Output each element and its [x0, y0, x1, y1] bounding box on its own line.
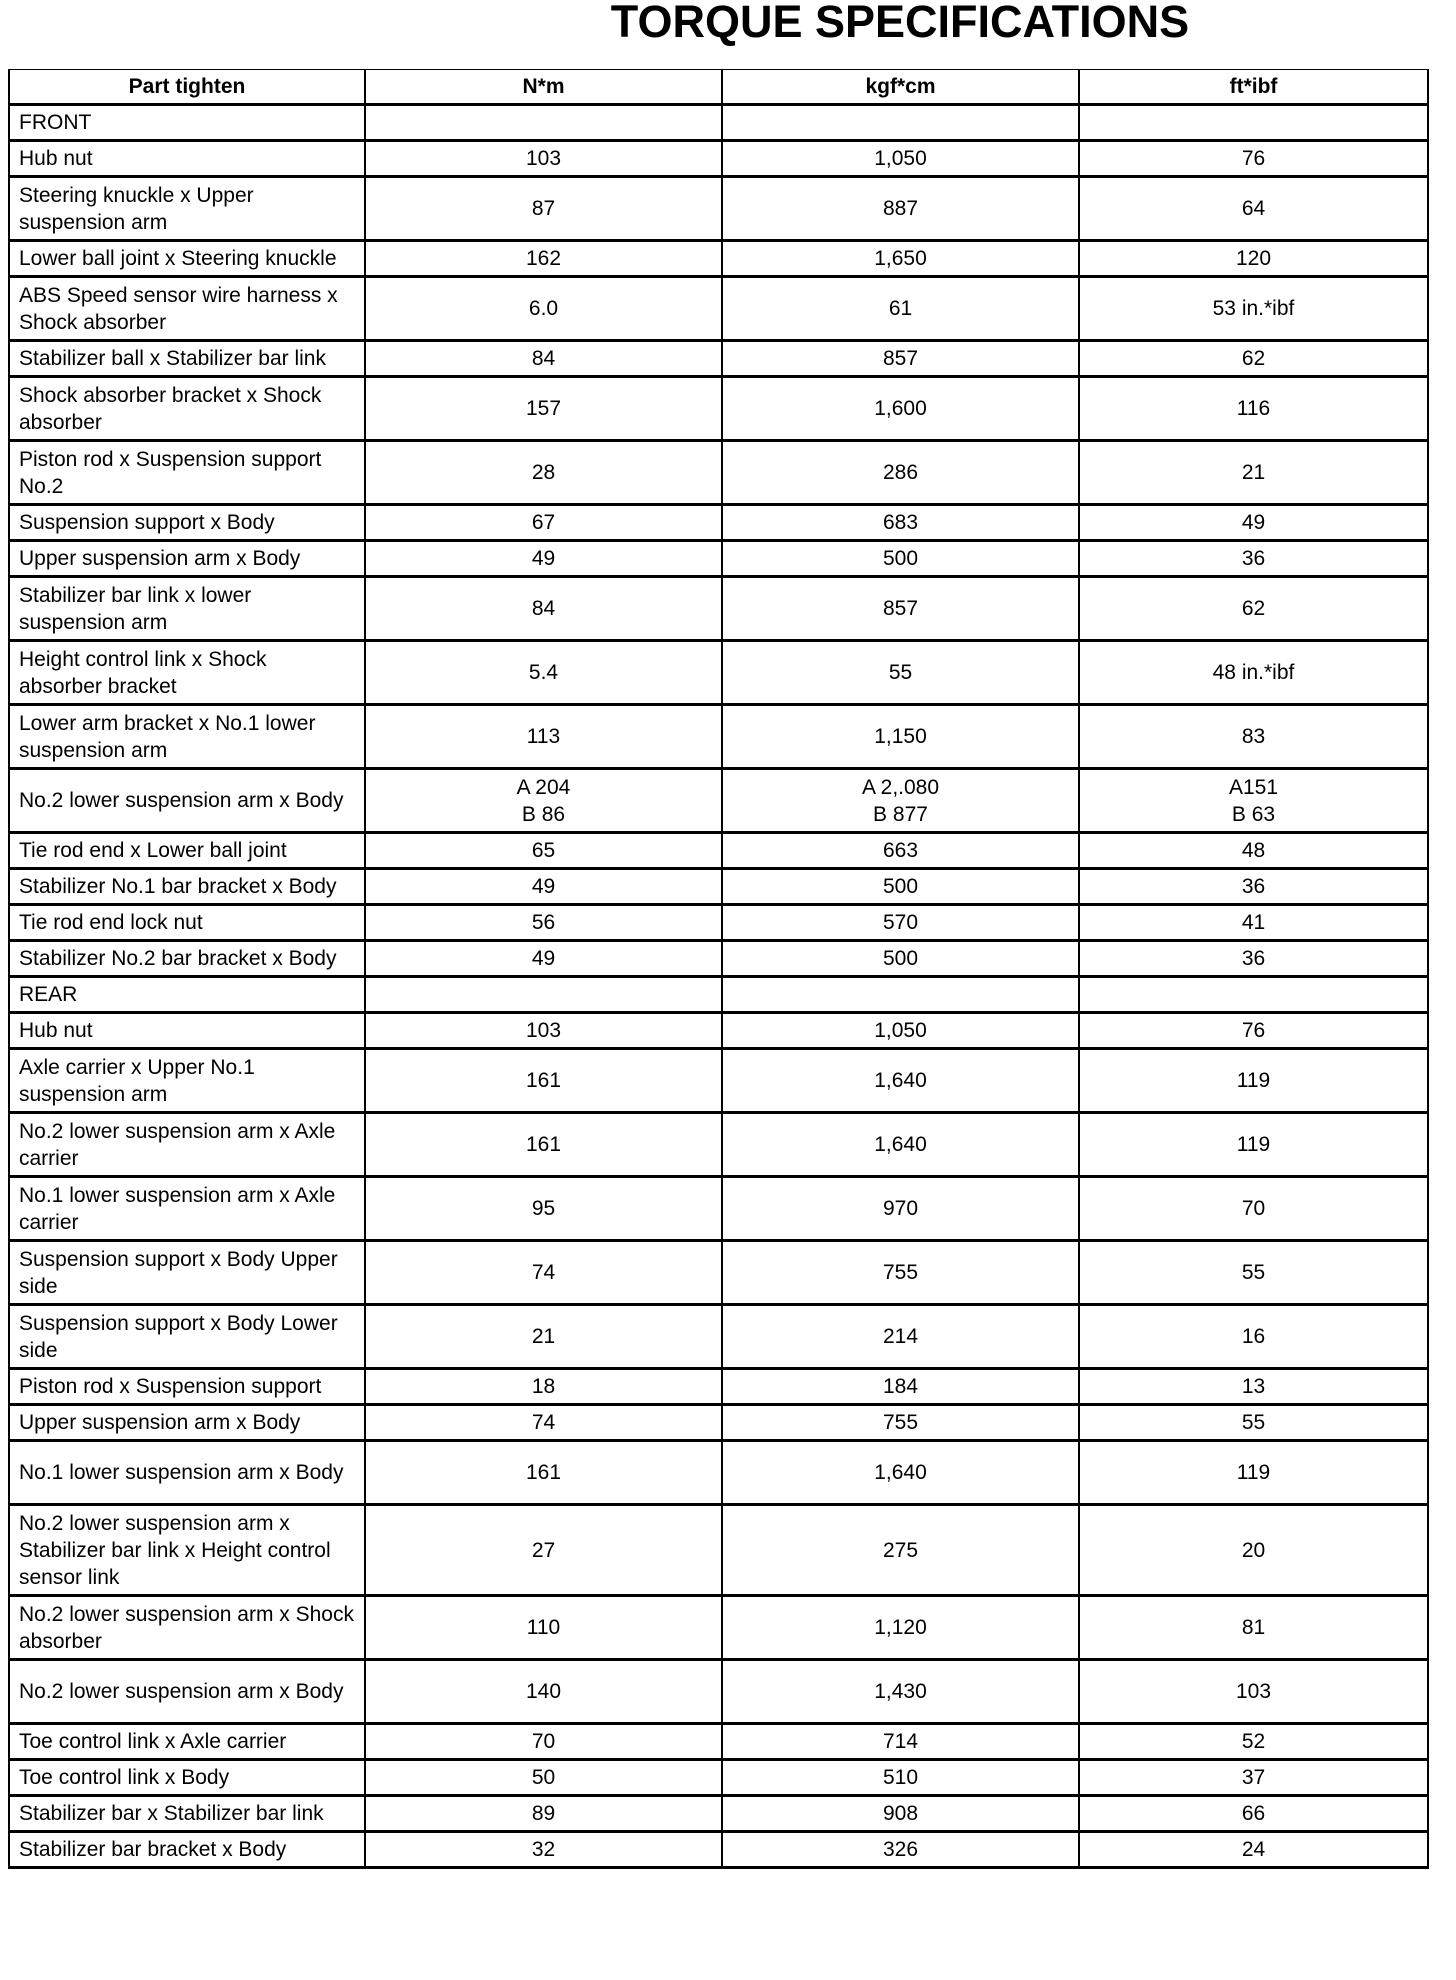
ft-cell: 55	[1079, 1405, 1428, 1441]
ft-cell: 81	[1079, 1596, 1428, 1660]
column-header-kgf: kgf*cm	[722, 70, 1079, 105]
nm-cell: 157	[365, 377, 722, 441]
part-cell: No.2 lower suspension arm x Shock absorber	[9, 1596, 365, 1660]
kgf-cell: 55	[722, 641, 1079, 705]
nm-cell: 84	[365, 341, 722, 377]
table-row	[9, 1405, 1428, 1441]
ft-cell: 55	[1079, 1241, 1428, 1305]
nm-cell: 161	[365, 1113, 722, 1177]
nm-cell: 89	[365, 1796, 722, 1832]
kgf-cell	[722, 977, 1079, 1013]
table-row	[9, 1049, 1428, 1113]
table-row	[9, 1505, 1428, 1596]
column-header-ft: ft*ibf	[1079, 70, 1428, 105]
part-cell: Suspension support x Body	[9, 505, 365, 541]
kgf-cell	[722, 769, 1079, 833]
ft-cell	[1079, 769, 1428, 833]
value-line: A 2,.080	[861, 775, 940, 799]
kgf-cell: 1,640	[722, 1049, 1079, 1113]
part-cell: Stabilizer No.2 bar bracket x Body	[9, 941, 365, 977]
kgf-cell: 1,640	[722, 1113, 1079, 1177]
kgf-cell: 500	[722, 541, 1079, 577]
nm-cell: 103	[365, 1013, 722, 1049]
ft-cell: 37	[1079, 1760, 1428, 1796]
nm-cell: 84	[365, 577, 722, 641]
ft-cell: 53 in.*ibf	[1079, 277, 1428, 341]
kgf-cell: 570	[722, 905, 1079, 941]
kgf-cell: 970	[722, 1177, 1079, 1241]
nm-cell: 161	[365, 1441, 722, 1505]
nm-cell: 32	[365, 1832, 722, 1868]
ft-cell: 48	[1079, 833, 1428, 869]
table-row	[9, 341, 1428, 377]
table-row	[9, 105, 1428, 141]
nm-cell: 49	[365, 941, 722, 977]
kgf-cell: 214	[722, 1305, 1079, 1369]
part-cell: Hub nut	[9, 141, 365, 177]
nm-cell: 5.4	[365, 641, 722, 705]
table-row	[9, 1596, 1428, 1660]
value-line: B 63	[1231, 802, 1276, 826]
part-cell: FRONT	[9, 105, 365, 141]
table-row	[9, 241, 1428, 277]
table-row	[9, 705, 1428, 769]
ft-cell: 16	[1079, 1305, 1428, 1369]
table-row	[9, 441, 1428, 505]
part-cell: ABS Speed sensor wire harness x Shock absorber	[9, 277, 365, 341]
nm-cell: 95	[365, 1177, 722, 1241]
part-cell: Upper suspension arm x Body	[9, 541, 365, 577]
table-row	[9, 833, 1428, 869]
part-cell: Tie rod end lock nut	[9, 905, 365, 941]
table-row	[9, 977, 1428, 1013]
part-cell: No.2 lower suspension arm x Body	[9, 1660, 365, 1724]
kgf-cell: 1,600	[722, 377, 1079, 441]
table-row	[9, 541, 1428, 577]
nm-cell: 87	[365, 177, 722, 241]
ft-cell: 20	[1079, 1505, 1428, 1596]
part-cell: Upper suspension arm x Body	[9, 1405, 365, 1441]
table-row	[9, 1113, 1428, 1177]
nm-cell: 49	[365, 869, 722, 905]
table-row	[9, 1660, 1428, 1724]
ft-cell: 120	[1079, 241, 1428, 277]
table-row	[9, 1177, 1428, 1241]
ft-cell: 76	[1079, 141, 1428, 177]
part-cell: Stabilizer ball x Stabilizer bar link	[9, 341, 365, 377]
nm-cell: 161	[365, 1049, 722, 1113]
kgf-cell: 61	[722, 277, 1079, 341]
nm-cell: 18	[365, 1369, 722, 1405]
table-row	[9, 869, 1428, 905]
nm-cell: 28	[365, 441, 722, 505]
kgf-cell: 1,640	[722, 1441, 1079, 1505]
part-cell: Toe control link x Axle carrier	[9, 1724, 365, 1760]
nm-cell: 50	[365, 1760, 722, 1796]
nm-cell: 74	[365, 1405, 722, 1441]
part-cell: Height control link x Shock absorber bracket	[9, 641, 365, 705]
nm-cell: 162	[365, 241, 722, 277]
nm-cell: 21	[365, 1305, 722, 1369]
table-row	[9, 905, 1428, 941]
ft-cell: 62	[1079, 341, 1428, 377]
part-cell: Stabilizer bar link x lower suspension arm	[9, 577, 365, 641]
table-row	[9, 769, 1428, 833]
ft-cell: 24	[1079, 1832, 1428, 1868]
table-row	[9, 1760, 1428, 1796]
kgf-cell: 663	[722, 833, 1079, 869]
table-row	[9, 141, 1428, 177]
kgf-cell: 908	[722, 1796, 1079, 1832]
ft-cell: 52	[1079, 1724, 1428, 1760]
kgf-cell: 275	[722, 1505, 1079, 1596]
nm-cell: 67	[365, 505, 722, 541]
part-cell: Toe control link x Body	[9, 1760, 365, 1796]
table-row	[9, 641, 1428, 705]
part-cell: Hub nut	[9, 1013, 365, 1049]
ft-cell: 70	[1079, 1177, 1428, 1241]
table-row	[9, 1724, 1428, 1760]
part-cell: No.2 lower suspension arm x Body	[9, 769, 365, 833]
kgf-cell: 755	[722, 1405, 1079, 1441]
table-row	[9, 1369, 1428, 1405]
part-cell: REAR	[9, 977, 365, 1013]
kgf-cell: 1,050	[722, 1013, 1079, 1049]
kgf-cell: 1,150	[722, 705, 1079, 769]
kgf-cell: 326	[722, 1832, 1079, 1868]
kgf-cell: 286	[722, 441, 1079, 505]
ft-cell: 66	[1079, 1796, 1428, 1832]
table-body	[9, 105, 1428, 1868]
table-row	[9, 277, 1428, 341]
kgf-cell: 857	[722, 577, 1079, 641]
nm-cell	[365, 769, 722, 833]
value-line: B 877	[873, 802, 928, 826]
part-cell: Stabilizer bar x Stabilizer bar link	[9, 1796, 365, 1832]
table-row	[9, 1305, 1428, 1369]
kgf-cell	[722, 105, 1079, 141]
ft-cell: 36	[1079, 541, 1428, 577]
part-cell: Lower ball joint x Steering knuckle	[9, 241, 365, 277]
ft-cell: 13	[1079, 1369, 1428, 1405]
nm-cell: 56	[365, 905, 722, 941]
ft-cell: 36	[1079, 941, 1428, 977]
ft-cell	[1079, 977, 1428, 1013]
table-row	[9, 1832, 1428, 1868]
ft-cell	[1079, 105, 1428, 141]
kgf-cell: 510	[722, 1760, 1079, 1796]
kgf-cell: 500	[722, 869, 1079, 905]
nm-cell	[365, 105, 722, 141]
kgf-cell: 683	[722, 505, 1079, 541]
table-row	[9, 505, 1428, 541]
nm-cell: 110	[365, 1596, 722, 1660]
part-cell: No.2 lower suspension arm x Axle carrier	[9, 1113, 365, 1177]
part-cell: No.1 lower suspension arm x Axle carrier	[9, 1177, 365, 1241]
kgf-cell: 1,120	[722, 1596, 1079, 1660]
part-cell: Lower arm bracket x No.1 lower suspension arm	[9, 705, 365, 769]
ft-cell: 21	[1079, 441, 1428, 505]
nm-cell: 103	[365, 141, 722, 177]
table-row	[9, 177, 1428, 241]
ft-cell: 83	[1079, 705, 1428, 769]
ft-cell: 41	[1079, 905, 1428, 941]
part-cell: Steering knuckle x Upper suspension arm	[9, 177, 365, 241]
table-row	[9, 577, 1428, 641]
table-row	[9, 1013, 1428, 1049]
kgf-cell: 887	[722, 177, 1079, 241]
part-cell: No.1 lower suspension arm x Body	[9, 1441, 365, 1505]
table-row	[9, 377, 1428, 441]
kgf-cell: 714	[722, 1724, 1079, 1760]
table-header-row	[9, 70, 1428, 105]
part-cell: No.2 lower suspension arm x Stabilizer bar link x Height control sensor link	[9, 1505, 365, 1596]
ft-cell: 62	[1079, 577, 1428, 641]
part-cell: Axle carrier x Upper No.1 suspension arm	[9, 1049, 365, 1113]
nm-cell: 140	[365, 1660, 722, 1724]
nm-cell: 65	[365, 833, 722, 869]
table-row	[9, 1241, 1428, 1305]
table-row	[9, 1796, 1428, 1832]
table-row	[9, 1441, 1428, 1505]
kgf-cell: 1,650	[722, 241, 1079, 277]
nm-cell: 113	[365, 705, 722, 769]
value-line: A151	[1228, 775, 1279, 799]
ft-cell: 119	[1079, 1049, 1428, 1113]
part-cell: Suspension support x Body Upper side	[9, 1241, 365, 1305]
ft-cell: 119	[1079, 1113, 1428, 1177]
table-row	[9, 941, 1428, 977]
part-cell: Suspension support x Body Lower side	[9, 1305, 365, 1369]
value-line: A 204	[516, 775, 571, 799]
part-cell: Tie rod end x Lower ball joint	[9, 833, 365, 869]
ft-cell: 64	[1079, 177, 1428, 241]
kgf-cell: 755	[722, 1241, 1079, 1305]
nm-cell: 6.0	[365, 277, 722, 341]
nm-cell	[365, 977, 722, 1013]
kgf-cell: 1,050	[722, 141, 1079, 177]
nm-cell: 49	[365, 541, 722, 577]
kgf-cell: 857	[722, 341, 1079, 377]
ft-cell: 49	[1079, 505, 1428, 541]
kgf-cell: 1,430	[722, 1660, 1079, 1724]
nm-cell: 70	[365, 1724, 722, 1760]
kgf-cell: 500	[722, 941, 1079, 977]
ft-cell: 76	[1079, 1013, 1428, 1049]
ft-cell: 119	[1079, 1441, 1428, 1505]
ft-cell: 103	[1079, 1660, 1428, 1724]
part-cell: Stabilizer bar bracket x Body	[9, 1832, 365, 1868]
part-cell: Piston rod x Suspension support No.2	[9, 441, 365, 505]
ft-cell: 116	[1079, 377, 1428, 441]
page-title: TORQUE SPECIFICATIONS	[610, 0, 1190, 47]
part-cell: Stabilizer No.1 bar bracket x Body	[9, 869, 365, 905]
ft-cell: 36	[1079, 869, 1428, 905]
ft-cell: 48 in.*ibf	[1079, 641, 1428, 705]
column-header-part: Part tighten	[9, 70, 365, 105]
part-cell: Shock absorber bracket x Shock absorber	[9, 377, 365, 441]
nm-cell: 74	[365, 1241, 722, 1305]
part-cell: Piston rod x Suspension support	[9, 1369, 365, 1405]
column-header-nm: N*m	[365, 70, 722, 105]
nm-cell: 27	[365, 1505, 722, 1596]
torque-spec-table	[8, 69, 1429, 1869]
value-line: B 86	[521, 802, 566, 826]
kgf-cell: 184	[722, 1369, 1079, 1405]
